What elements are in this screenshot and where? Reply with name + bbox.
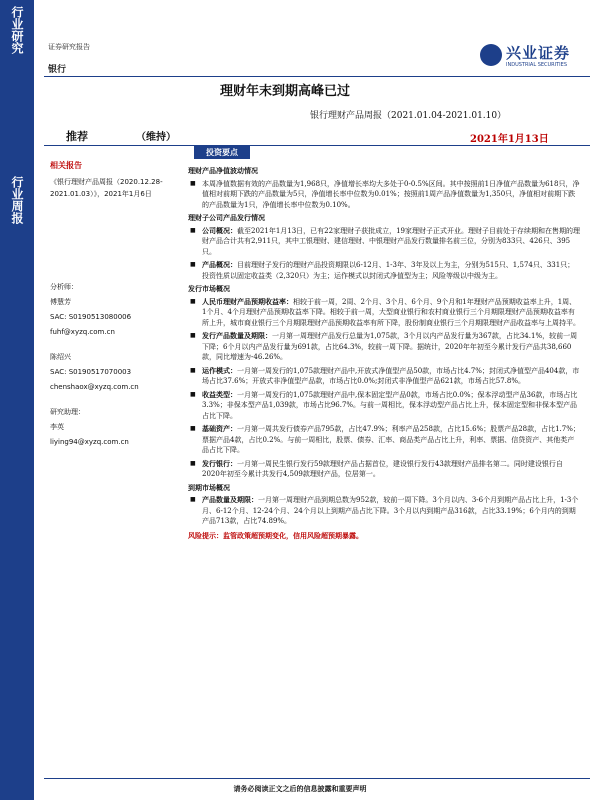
section-tab: 投资要点 [194, 146, 250, 159]
bullet-item [198, 424, 580, 456]
analyst-block-1 [50, 281, 178, 338]
main-content [188, 164, 580, 541]
sidebar-top-text: 行业研究 [10, 6, 24, 54]
left-column [50, 160, 178, 451]
risk-text: 监管政策超预期变化，信用风险超预期暴露。 [223, 530, 363, 540]
footer-divider [44, 778, 590, 779]
bullet-item [198, 390, 580, 422]
analyst-role: 研究助理： [50, 408, 85, 416]
rating-divider [44, 145, 590, 146]
related-item: 《银行理财产品周报（2020.12.28-2021.01.03）》，2021年1月6日 [50, 178, 163, 198]
sidebar-middle-text: 行业周报 [10, 176, 24, 224]
bullet-item [198, 459, 580, 480]
risk-warning [188, 531, 580, 542]
bullet-label: 发行银行： [202, 458, 237, 468]
bullet-item [198, 495, 580, 527]
bullet-label: 运作模式： [202, 365, 237, 375]
bullet-item [198, 226, 580, 258]
bullet-label: 人民币理财产品预期收益率： [202, 296, 293, 306]
bullet-text: 目前理财子发行的理财产品投资期限以6-12月、1-3年、3年及以上为主，分别为515只、1,574只、331只；投资性质以固定收益类（2,320只）为主；运作模式以封闭式净值型为主；风险等级以中级为主。 [202, 261, 575, 280]
logo-icon [480, 44, 502, 66]
analyst-sac: SAC: S0190517070003 [50, 368, 132, 376]
analyst-sac: SAC: S0190513080006 [50, 313, 132, 321]
related-heading: 相关报告 [50, 161, 82, 170]
analyst-block-2 [50, 351, 178, 393]
analyst-name: 李英 [50, 423, 64, 431]
analyst-email: liying94@xyzq.com.cn [50, 438, 129, 446]
industry-label: 银行 [48, 65, 67, 75]
rating-label: 推荐 [66, 130, 88, 143]
bullet-text: 一月第一周发行的1,075款理财产品中,开放式净值型产品50款，市场占比4.7%；封闭式净值型产品404款，市场占比37.6%；开放式非净值型产品款，市场占比0.0%;封闭式非净值型产品621款，市场占比57.8%。 [202, 366, 580, 385]
section-heading: 到期市场概况 [188, 482, 230, 492]
logo-en: INDUSTRIAL SECURITIES [506, 62, 567, 68]
logo-cn: 兴业证券 [506, 44, 571, 62]
bullet-text: 一月第一周民生银行发行59款理财产品占据首位，建设银行发行43款理财产品排名第二。同时建设银行自2020年初至今累计共发行4,509款理财产品，位居第一。 [202, 459, 563, 478]
bullet-text: 一月第一周理财产品到期总数为952款，较前一周下降。3个月以内、3-6个月到期产品占比上升，1-3个月、6-12个月、12-24个月、24个月以上到期产品占比下降。3个月以内到期产品316款，占比33.19%；6个月内的到期产品713款，占比74.89%。 [202, 496, 579, 525]
company-logo [480, 42, 590, 74]
bullet-text: 一月第一周共发行债券产品795款，占比47.9%；利率产品258款，占比15.6%；股票产品28款，占比1.7%；票据产品4款，占比0.2%。与前一周相比，股票、债券、汇率、商品类产品占比上升，利率、票据、信贷资产、其他类产品占比下降。 [202, 425, 580, 454]
section-heading: 理财子公司产品发行情况 [188, 213, 265, 222]
rating-value: （维持） [136, 132, 176, 143]
analyst-email: fuhf@xyzq.com.cn [50, 328, 115, 336]
analyst-block-3 [50, 406, 178, 448]
bullet-label: 基础资产： [202, 424, 237, 433]
section-heading: 理财产品净值波动情况 [188, 166, 258, 175]
sidebar [0, 0, 34, 800]
analyst-email: chenshaox@xyzq.com.cn [50, 383, 139, 391]
report-date: 2021年1月13日 [470, 134, 549, 145]
bullet-label: 公司概况： [202, 225, 237, 235]
risk-label: 风险提示： [188, 530, 223, 540]
analyst-name: 陈绍兴 [50, 353, 71, 361]
section-heading: 发行市场概况 [188, 284, 230, 293]
page-subtitle: 银行理财产品周报（2021.01.04-2021.01.10） [310, 111, 507, 121]
sidebar-middle-label [0, 176, 34, 228]
bullet-item [198, 260, 580, 281]
bullet-item [198, 366, 580, 387]
bullet-list [188, 226, 580, 282]
bullet-item [198, 179, 580, 211]
analyst-role: 分析师： [50, 283, 78, 291]
bullet-list [188, 495, 580, 527]
report-type: 证券研究报告 [48, 43, 90, 51]
sidebar-top-label [0, 6, 34, 58]
bullet-list [188, 297, 580, 480]
bullet-label: 产品概况： [202, 260, 237, 269]
bullet-text: 本周净值数据有效的产品数量为1,968只，净值增长率均大多处于0-0.5%区间。其中按照前1日净值产品数量为618只，净值相对前期下跌的产品数量为5只，净值增长率中位数为0.01%；按照前1周产品净值数量为1,350只，净值相对前期下跌的产品数量为1只，净值增长率中位数为0.10%。 [202, 179, 580, 209]
footer-disclaimer: 请务必阅读正文之后的信息披露和重要声明 [233, 784, 367, 793]
bullet-label: 产品数量及期限： [202, 495, 258, 504]
bullet-text: 一月第一周发行的1,075款理财产品中,保本固定型产品0款，市场占比0.0%；保本浮动型产品36款，市场占比3.3%；非保本型产品1,039款，市场占比96.7%。与前一周相比，保本浮动型产品占比上升，保本固定型和非保本型产品占比下降。 [202, 390, 578, 420]
bullet-label: 发行产品数量及期限： [202, 331, 272, 340]
analyst-name: 傅慧芳 [50, 298, 71, 306]
bullet-list [188, 179, 580, 211]
bullet-item [198, 331, 580, 363]
bullet-label: 收益类型： [202, 389, 237, 399]
bullet-item [198, 297, 580, 329]
header-divider [44, 76, 590, 77]
bullet-text: 一月第一周理财产品发行总量为1,075款，3个月以内产品发行量为367款，占比34.1%，较前一周下降；6个月以内产品发行量为691款，占比64.3%，较前一周下降。据统计，2020年年初至今累计发行产品共38,660款，同比增速为-46.26%。 [202, 332, 578, 361]
page-title: 理财年末到期高峰已过 [220, 84, 351, 99]
bullet-text: 相较于前一周，2周、2个月、3个月、6个月、9个月和1年理财产品预期收益率上升，1周、1个月、4个月理财产品预期收益率下降。相较于前一周，大型商业银行和农村商业银行三个月期限理财产品预期收益率有所上升，城市商业银行三个月期限理财产品预期收益率有所下降，股份制商业银行三个月期限理财产品收益率与上周持平。 [202, 297, 580, 327]
bullet-text: 截至2021年1月13日，已有22家理财子获批成立，19家理财子正式开业。理财子目前处于存续期和在售期的理财产品合计共有2,911只，其中工银理财、建信理财、中银理财产品发行数量排名前三位，分别为833只、426只、395只。 [202, 226, 580, 256]
